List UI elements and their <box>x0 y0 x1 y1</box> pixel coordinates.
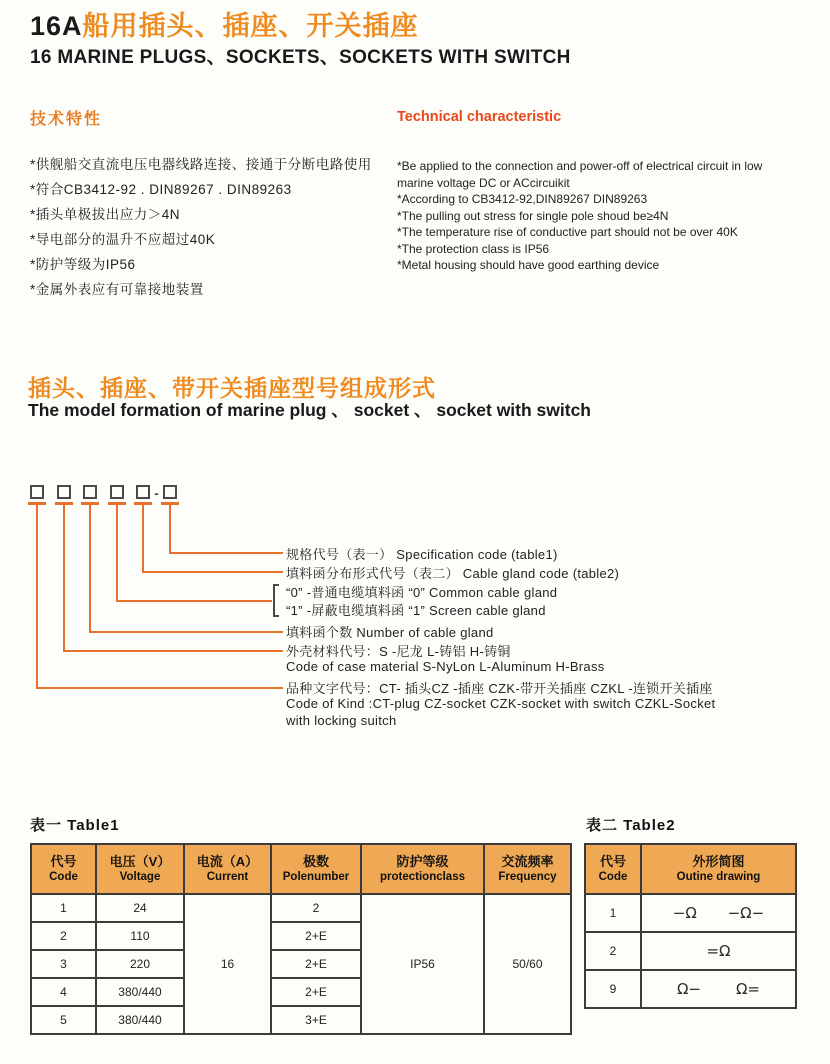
table1-header-current: 电流（A） Current <box>184 844 271 894</box>
model-code-box-5 <box>136 485 150 499</box>
cell-code: 2 <box>31 922 96 950</box>
tech-heading-cn: 技术特性 <box>30 111 103 128</box>
model-section-heading-cn: 插头、插座、带开关插座型号组成形式 <box>28 375 436 401</box>
table1-header-row <box>31 844 571 894</box>
label-kind-code-en2: with locking suitch <box>286 713 397 728</box>
table-row <box>585 970 796 1008</box>
page-subtitle-en: 16 MARINE PLUGS、SOCKETS、SOCKETS WITH SWITCH <box>30 47 571 69</box>
connector-line <box>116 600 272 602</box>
tech-item-cn: *插头单极拔出应力＞4N <box>30 207 181 222</box>
cell-code: 4 <box>31 978 96 1006</box>
tech-item-cn: *导电部分的温升不应超过40K <box>30 232 216 247</box>
model-code-box-2 <box>57 485 71 499</box>
table1-specification <box>30 843 572 1035</box>
label-screen-cable-gland: “1” -屏蔽电缆填料函 “1” Screen cable gland <box>286 603 546 618</box>
cell-voltage: 220 <box>96 950 184 978</box>
model-code-box-1 <box>30 485 44 499</box>
table2-outline-drawing <box>584 843 797 1009</box>
connector-line <box>89 631 283 633</box>
cell-code: 3 <box>31 950 96 978</box>
connector-line <box>142 571 283 573</box>
cell-code: 1 <box>31 894 96 922</box>
model-code-box-3 <box>83 485 97 499</box>
table1-header-voltage: 电压（V） Voltage <box>96 844 184 894</box>
cell-current-merged: 16 <box>184 894 271 1034</box>
title-chinese: 船用插头、插座、开关插座 <box>82 11 419 41</box>
label-gland-number: 填料函个数 Number of cable gland <box>286 625 494 640</box>
title-amperage: 16A <box>30 11 83 41</box>
bracket-glyph <box>273 584 279 617</box>
cell-code: 5 <box>31 1006 96 1034</box>
model-section-heading-en: The model formation of marine plug 、 socket 、 socket with switch <box>28 400 591 420</box>
cell-pole: 3+E <box>271 1006 361 1034</box>
table-row <box>31 894 571 922</box>
page-header <box>30 12 571 69</box>
cell-pole: 2+E <box>271 922 361 950</box>
tech-line-en: *Metal housing should have good earthing device <box>397 258 660 272</box>
tech-line-en: *The temperature rise of conductive part should not be over 40K <box>397 225 738 239</box>
outline-symbol: −Ω <box>672 904 697 922</box>
cell-drawing <box>641 932 796 970</box>
connector-line <box>63 505 65 652</box>
cell-drawing <box>641 970 796 1008</box>
outline-symbol: −Ω− <box>727 904 765 922</box>
tech-line-en: *According to CB3412-92,DIN89267 DIN89263 <box>397 192 648 206</box>
table2-header-row <box>585 844 796 894</box>
table-row <box>585 894 796 932</box>
cell-code: 9 <box>585 970 641 1008</box>
model-code-dash: - <box>154 485 159 501</box>
outline-symbol: Ω= <box>735 980 760 998</box>
cell-code: 1 <box>585 894 641 932</box>
connector-line <box>116 505 118 602</box>
table2-header-drawing: 外形简图 Outine drawing <box>641 844 796 894</box>
cell-voltage: 110 <box>96 922 184 950</box>
connector-line <box>169 505 171 554</box>
model-code-box-4 <box>110 485 124 499</box>
label-cable-gland-code: 填料函分布形式代号（表二） Cable gland code (table2) <box>286 566 620 581</box>
cell-pole: 2 <box>271 894 361 922</box>
tech-line-en: *The pulling out stress for single pole shoud be≥4N <box>397 208 669 223</box>
tech-heading-en: Technical characteristic <box>397 109 562 125</box>
tech-item-cn: *防护等级为IP56 <box>30 257 136 272</box>
table1-header-code: 代号 Code <box>31 844 96 894</box>
table2-caption: 表二 Table2 <box>586 817 676 834</box>
cell-pole: 2+E <box>271 950 361 978</box>
tech-item-cn: *符合CB3412-92 . DIN89267 . DIN89263 <box>30 182 292 197</box>
tech-list-cn <box>30 152 372 302</box>
connector-line <box>36 687 283 689</box>
connector-line <box>63 650 283 652</box>
cell-drawing <box>641 894 796 932</box>
cell-protection-merged: IP56 <box>361 894 484 1034</box>
table1-header-polenumber: 极数 Polenumber <box>271 844 361 894</box>
label-specification-code: 规格代号（表一） Specification code (table1) <box>286 547 558 562</box>
outline-symbol: =Ω <box>706 942 731 960</box>
label-case-material-en: Code of case material S-NyLon L-Aluminum H-Brass <box>286 659 605 674</box>
cell-frequency-merged: 50/60 <box>484 894 571 1034</box>
table-row <box>585 932 796 970</box>
connector-line <box>89 505 91 633</box>
page-title <box>30 12 571 40</box>
cell-code: 2 <box>585 932 641 970</box>
label-kind-code-cn: 品种文字代号：CT- 插头CZ -插座 CZK-带开关插座 CZKL -连锁开关插座 <box>286 681 713 696</box>
tech-line-en: marine voltage DC or ACcircuikit <box>397 175 570 190</box>
cell-voltage: 380/440 <box>96 1006 184 1034</box>
tech-list-en <box>397 158 817 274</box>
label-kind-code-en: Code of Kind :CT-plug CZ-socket CZK-socket with switch CZKL-Socket <box>286 696 716 711</box>
model-code-box-6 <box>163 485 177 499</box>
table1-header-protection: 防护等级 protectionclass <box>361 844 484 894</box>
table2-header-code: 代号 Code <box>585 844 641 894</box>
tech-item-cn: *金属外表应有可靠接地装置 <box>30 282 204 297</box>
label-common-cable-gland: “0” -普通电缆填料函 “0” Common cable gland <box>286 585 558 600</box>
tech-line-en: *Be applied to the connection and power-off of electrical circuit in low <box>397 159 763 173</box>
cell-voltage: 24 <box>96 894 184 922</box>
connector-line <box>169 552 283 554</box>
cell-voltage: 380/440 <box>96 978 184 1006</box>
table1-caption: 表一 Table1 <box>30 817 120 834</box>
cell-pole: 2+E <box>271 978 361 1006</box>
table1-header-frequency: 交流频率 Frequency <box>484 844 571 894</box>
tech-item-cn: *供舰船交直流电压电器线路连接、接通于分断电路使用 <box>30 157 372 172</box>
outline-symbol: Ω− <box>676 980 701 998</box>
connector-line <box>142 505 144 573</box>
connector-line <box>36 505 38 689</box>
label-case-material-cn: 外壳材料代号：S -尼龙 L-铸铝 H-铸铜 <box>286 644 511 659</box>
tech-line-en: *The protection class is IP56 <box>397 241 550 256</box>
